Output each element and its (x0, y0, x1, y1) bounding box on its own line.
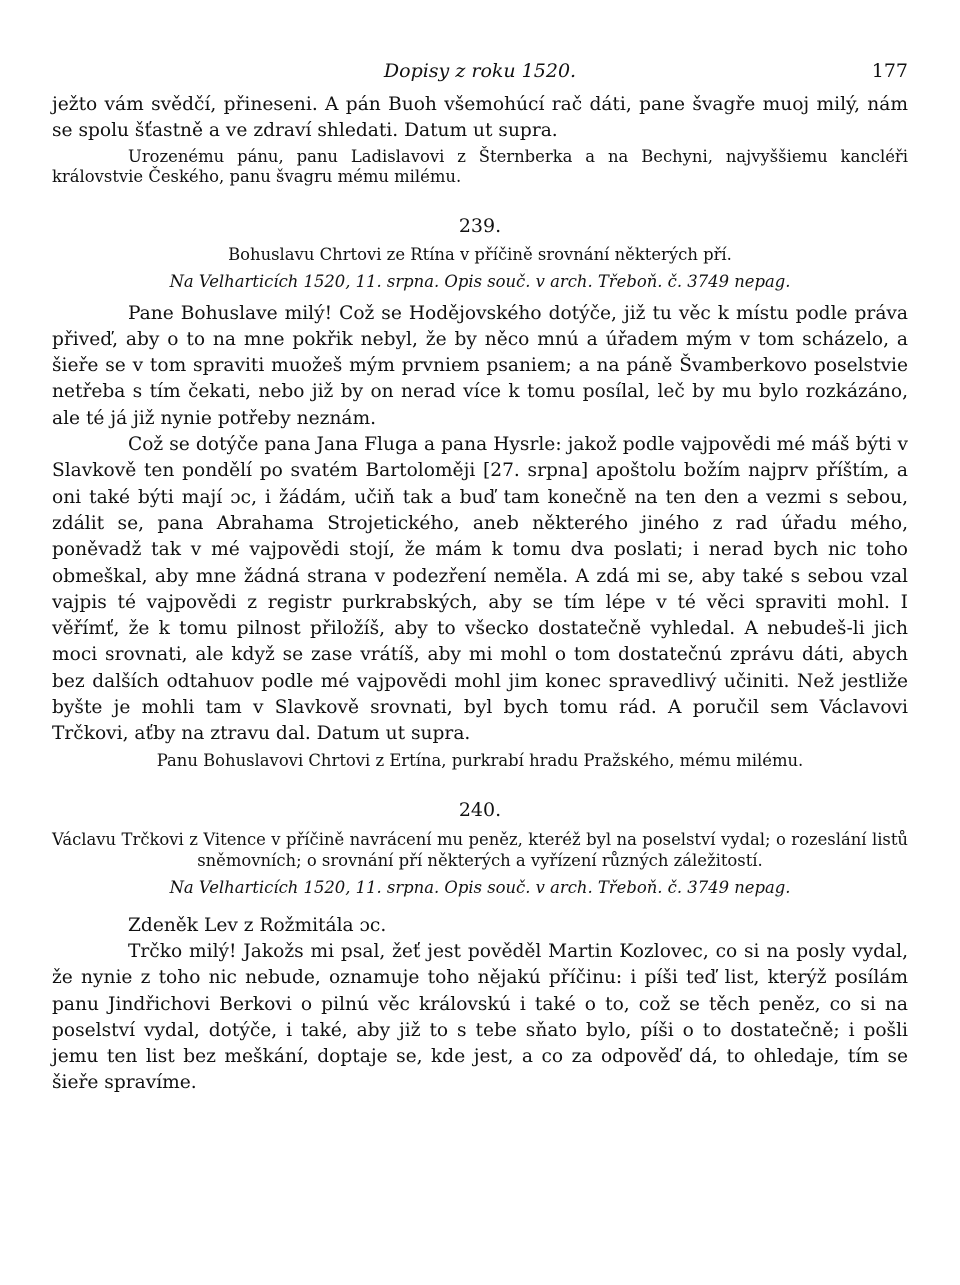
document-title-239: Bohuslavu Chrtovi ze Rtína v příčině srovnání některých pří. (228, 244, 732, 264)
document-source-240: Na Velharticích 1520, 11. srpna. Opis souč. v arch. Třeboň. č. 3749 nepag. (169, 877, 791, 897)
document-number-239: 239. (458, 214, 502, 237)
letter-paragraph: Trčko milý! Jakožs mi psal, žeť jest pověděl Martin Kozlovec, co si na posly vydal, že nynie z toho nic nebude, oznamuje toho nějakú příčinu: i píši teď list, kterýž posílám panu Jindřichovi Berkovi o pilnú věc královskú i také o to, což se těch peněz, co si na poselství vydal, dotýče, i také, aby již to s tebe sňato bylo, píši o to dostatečně; i pošli jemu ten list bez meškání, doptaje se, kde jest, a co za odpověď dá, to ohledaje, tím se šieře spravíme. (52, 940, 908, 1094)
document-title-240: Václavu Trčkovi z Vitence v příčině navrácení mu peněz, kteréž byl na poselství vydal; o rozeslání listů sněmovních; o srovnání pří některých a vyřízení různých záležitostí. (52, 829, 908, 870)
document-page (52, 58, 908, 1097)
document-number-240: 240. (458, 798, 502, 821)
page-number: 177 (871, 60, 908, 82)
letter-address: Urozenému pánu, panu Ladislavovi z Šternberka a na Bechyni, najvyššiemu kancléři královstvie Českého, panu švagru mému milému. (52, 146, 908, 186)
letter-closing-address: Panu Bohuslavovi Chrtovi z Ertína, purkrabí hradu Pražského, mému milému. (156, 750, 804, 770)
letter-salutation: Zdeněk Lev z Rožmitála ɔc. (128, 914, 387, 936)
document-source-239: Na Velharticích 1520, 11. srpna. Opis souč. v arch. Třeboň. č. 3749 nepag. (169, 271, 791, 291)
letter-paragraph: Což se dotýče pana Jana Fluga a pana Hysrle: jakož podle vajpovědi mé máš býti v Slavkově ten pondělí po svatém Bartoloměji [27. srpna] apoštolu božím najprv příštím, a oni také býti mají ɔc, i žádám, učiň tak a buď tam konečně na ten den a vezmi s sebou, zdálit se, pana Abrahama Strojetického, aneb některého jiného z rad úřadu mého, poněvadž tak v mé vajpovědi stojí, že mám k tomu dva poslati; i nerad bych nic toho obmeškal, aby mne žádná strana v podezření neměla. A zdá mi se, aby také s sebou vzal vajpis té vajpovědi z registr purkrabských, aby se tím lépe v té věci spraviti mohl. I věřímť, že k tomu pilnost přiložíš, aby to všecko dostatečně vyhledal. A nebudeš-li jich moci srovnati, ale když se zase vrátíš, aby mi mohl o tom dostatečnú zprávu dáti, abych bez dalších odtahuov podle mé vajpovědi mohl jim konec spravedlivý učiniti. Než jestliže byšte je mohli tam v Slavkově srovnati, byl bych tomu rád. A poručil sem Václavovi Trčkovi, aťby na ztravu dal. Datum ut supra. (52, 434, 908, 745)
running-title: Dopisy z roku 1520. (383, 60, 577, 82)
continued-paragraph: ježto vám svědčí, přineseni. A pán Buoh všemohúcí rač dáti, pane švagře muoj milý, nám se spolu šťastně a ve zdraví shledati. Datum ut supra. (52, 94, 908, 142)
page-header (52, 58, 908, 88)
letter-paragraph: Pane Bohuslave milý! Což se Hodějovského dotýče, již tu věc k místu podle práva přiveď, aby o to na mne pokřik nebyl, že by něco mnú a úřadem mým v tom scházelo, a šieře se v tom spraviti muožeš mým prvniem psaniem; a na páně Švamberkovo poselstvie netřeba s tím čekati, nebo již by on nerad více k tomu posílal, leč by mu bylo rozkázáno, ale té já již nynie potřeby neznám. (52, 302, 908, 429)
